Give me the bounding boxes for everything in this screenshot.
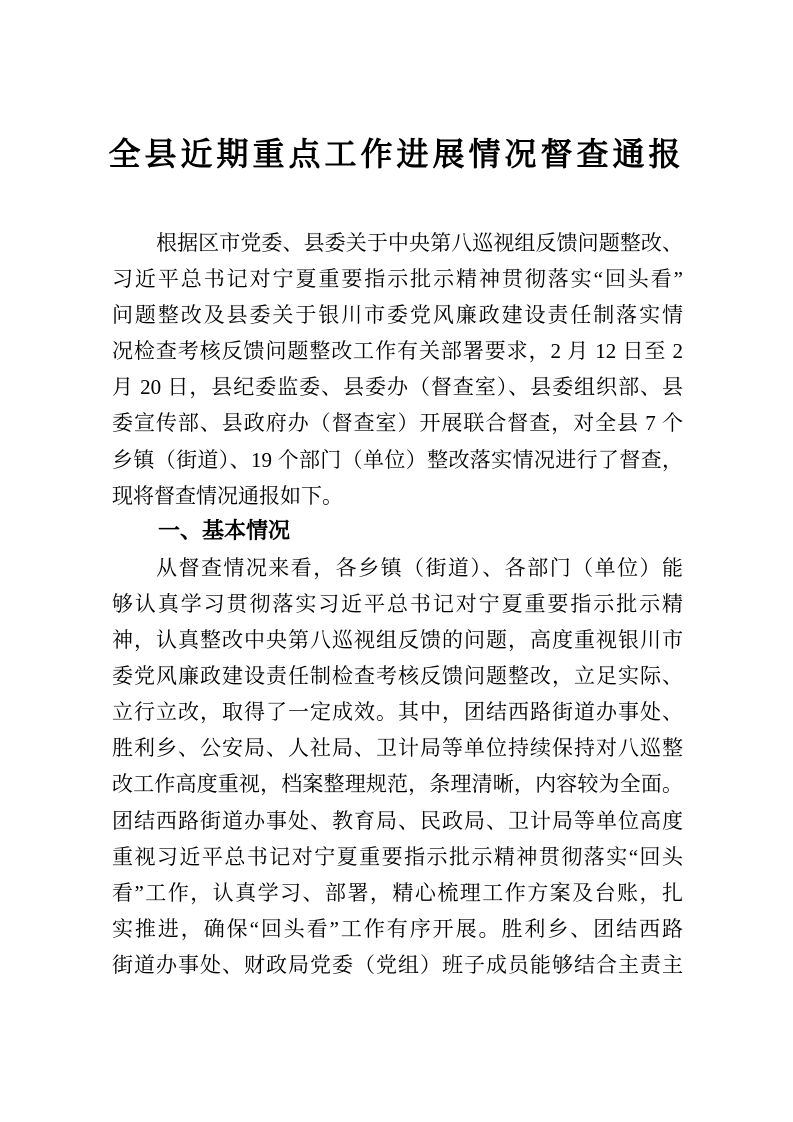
text-line: 改工作高度重视，档案整理规范，条理清晰，内容较为全面。	[112, 772, 683, 797]
text-line: 从督查情况来看，各乡镇（街道）、各部门（单位）能	[156, 555, 683, 580]
text-line: 团结西路街道办事处、教育局、民政局、卫计局等单位高度	[112, 808, 683, 833]
paragraph	[112, 225, 683, 514]
document-body	[112, 225, 683, 983]
document-title: 全县近期重点工作进展情况督查通报	[108, 136, 685, 172]
text-line: 够认真学习贯彻落实习近平总书记对宁夏重要指示批示精	[112, 591, 683, 616]
paragraph	[112, 550, 683, 983]
text-line: 实推进，确保“回头看”工作有序开展。胜利乡、团结西路	[112, 916, 683, 941]
text-line: 立行立改，取得了一定成效。其中，团结西路街道办事处、	[112, 700, 683, 725]
text-line: 重视习近平总书记对宁夏重要指示批示精神贯彻落实“回头	[112, 844, 683, 869]
text-line: 月 20 日，县纪委监委、县委办（督查室）、县委组织部、县	[112, 375, 683, 400]
text-line: 街道办事处、财政局党委（党组）班子成员能够结合主责主	[112, 952, 683, 977]
text-line: 看”工作，认真学习、部署，精心梳理工作方案及台账，扎	[112, 880, 683, 905]
text-line: 胜利乡、公安局、人社局、卫计局等单位持续保持对八巡整	[112, 736, 683, 761]
section-heading: 一、基本情况	[158, 518, 291, 544]
text-line: 问题整改及县委关于银川市委党风廉政建设责任制落实情	[112, 303, 683, 328]
text-line: 现将督查情况通报如下。	[112, 483, 343, 508]
text-line: 根据区市党委、县委关于中央第八巡视组反馈问题整改、	[156, 231, 683, 255]
text-line: 神，认真整改中央第八巡视组反馈的问题，高度重视银川市	[112, 628, 683, 653]
text-line: 习近平总书记对宁夏重要指示批示精神贯彻落实“回头看”	[112, 267, 683, 292]
text-line: 乡镇（街道）、19 个部门（单位）整改落实情况进行了督查，	[112, 447, 683, 472]
text-line: 委党风廉政建设责任制检查考核反馈问题整改，立足实际、	[112, 664, 683, 689]
text-line: 委宣传部、县政府办（督查室）开展联合督查，对全县 7 个	[112, 411, 683, 436]
text-line: 况检查考核反馈问题整改工作有关部署要求，2 月 12 日至 2	[112, 339, 683, 364]
